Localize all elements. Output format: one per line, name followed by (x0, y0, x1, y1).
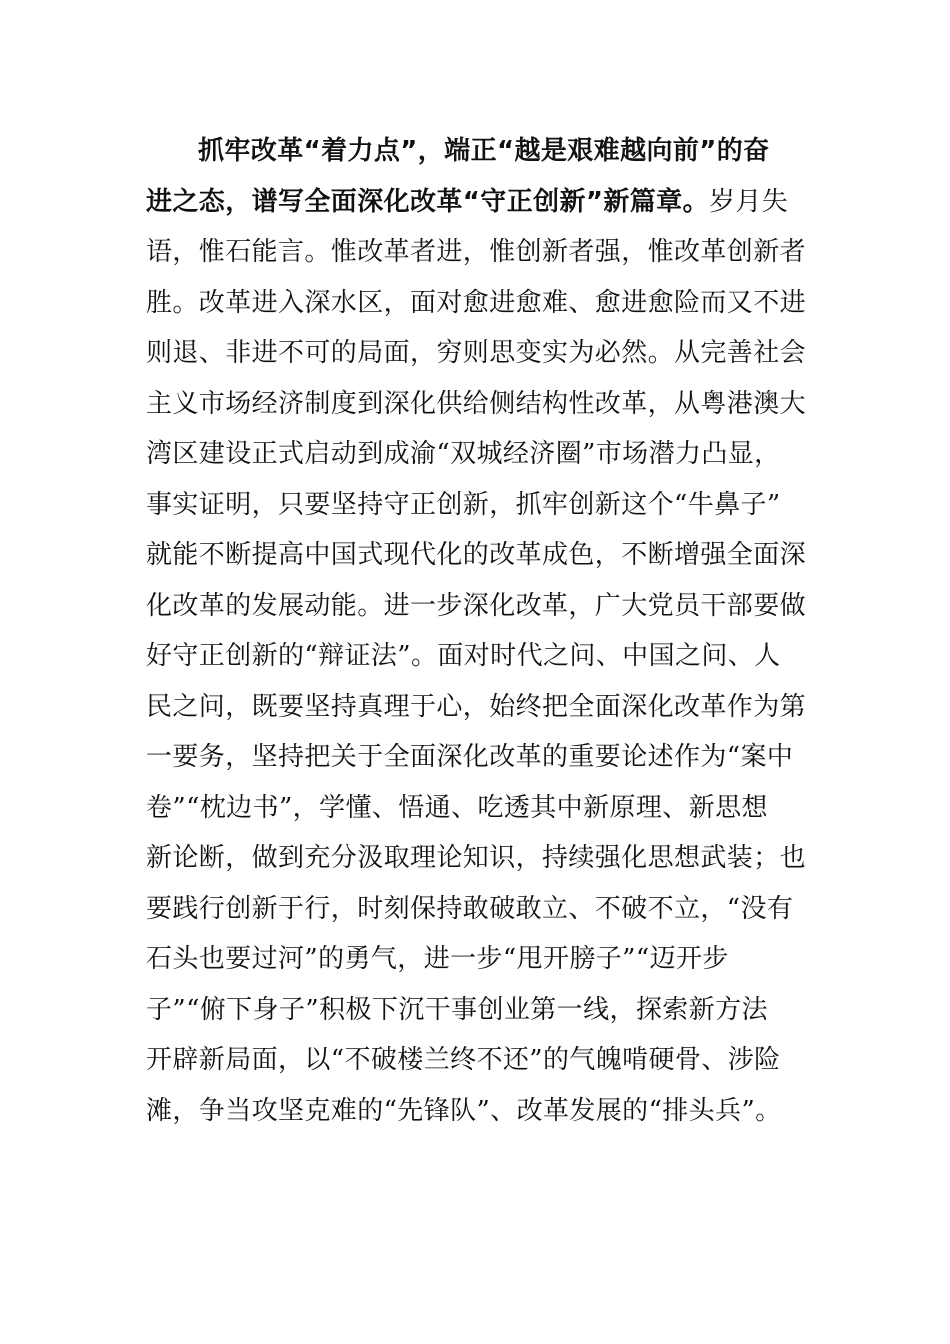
body-text: 岁月失 (708, 186, 789, 217)
paragraph-line-20 (146, 1086, 806, 1137)
body-text: 事实证明，只要坚持守正创新，抓牢创新这个“牛鼻子” (146, 489, 781, 520)
paragraph-line-9 (146, 530, 806, 581)
body-text: 要践行创新于行，时刻保持敢破敢立、不破不立，“没有 (146, 893, 794, 924)
bold-heading-text: 抓牢改革“着力点”，端正“越是艰难越向前”的奋 (198, 136, 770, 166)
body-text: 化改革的发展动能。进一步深化改革，广大党员干部要做 (146, 590, 807, 621)
body-text: 石头也要过河”的勇气，进一步“甩开膀子”“迈开步 (146, 944, 729, 974)
body-text: 胜。改革进入深水区，面对愈进愈难、愈进愈险而又不进 (146, 287, 807, 318)
paragraph-line-3 (146, 227, 806, 278)
paragraph-line-8 (146, 480, 806, 531)
paragraph-line-5 (146, 328, 806, 379)
body-text: 语，惟石能言。惟改革者进，惟创新者强，惟改革创新者 (146, 237, 807, 267)
body-text: 民之问，既要坚持真理于心，始终把全面深化改革作为第 (146, 691, 807, 722)
paragraph-line-19 (146, 1035, 806, 1086)
body-text: 滩，争当攻坚克难的“先锋队”、改革发展的“排头兵”。 (146, 1095, 782, 1126)
body-text: 开辟新局面，以“不破楼兰终不还”的气魄啃硬骨、涉险 (146, 1045, 781, 1075)
paragraph-line-6 (146, 379, 806, 430)
paragraph-line-2 (146, 177, 806, 228)
body-text: 湾区建设正式启动到成渝“双城经济圈”市场潜力凸显， (146, 439, 781, 469)
body-text: 就能不断提高中国式现代化的改革成色，不断增强全面深 (146, 540, 807, 570)
body-paragraph (146, 126, 806, 1136)
paragraph-line-14 (146, 783, 806, 834)
paragraph-line-4 (146, 278, 806, 329)
paragraph-line-16 (146, 884, 806, 935)
paragraph-line-10 (146, 581, 806, 632)
body-text: 子”“俯下身子”积极下沉干事创业第一线，探索新方法 (146, 994, 768, 1025)
paragraph-line-1 (146, 126, 806, 177)
paragraph-line-18 (146, 985, 806, 1036)
bold-heading-text: 进之态，谱写全面深化改革“守正创新”新篇章。 (146, 186, 709, 217)
body-text: 则退、非进不可的局面，穷则思变实为必然。从完善社会 (146, 338, 807, 368)
body-text: 卷”“枕边书”，学懂、悟通、吃透其中新原理、新思想 (146, 792, 768, 823)
paragraph-line-15 (146, 833, 806, 884)
paragraph-line-11 (146, 631, 806, 682)
body-text: 好守正创新的“辩证法”。面对时代之问、中国之问、人 (146, 641, 781, 671)
body-text: 一要务，坚持把关于全面深化改革的重要论述作为“案中 (146, 742, 794, 772)
body-text: 主义市场经济制度到深化供给侧结构性改革，从粤港澳大 (146, 388, 807, 419)
paragraph-line-17 (146, 934, 806, 985)
paragraph-line-7 (146, 429, 806, 480)
paragraph-line-13 (146, 732, 806, 783)
body-text: 新论断，做到充分汲取理论知识，持续强化思想武装；也 (146, 843, 807, 873)
paragraph-line-12 (146, 682, 806, 733)
